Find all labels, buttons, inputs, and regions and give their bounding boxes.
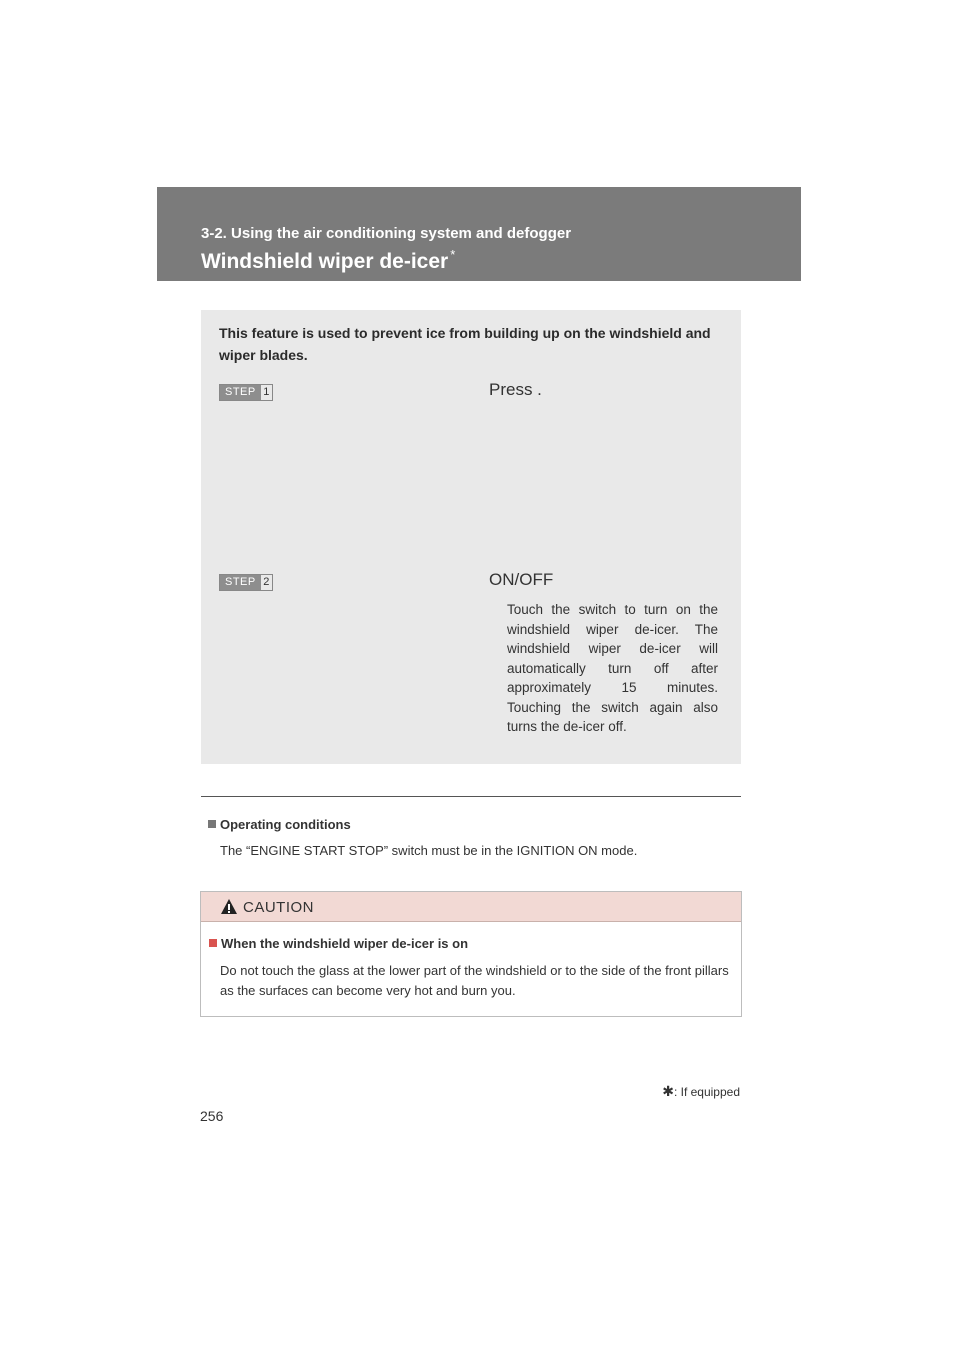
bullet-square-icon bbox=[208, 820, 216, 828]
section-header bbox=[157, 187, 801, 281]
footnote bbox=[662, 1083, 740, 1100]
warning-triangle-icon bbox=[220, 898, 238, 920]
section-title: 3-2. Using the air conditioning system and defogger bbox=[201, 225, 572, 242]
page-title bbox=[201, 247, 455, 274]
bullet-square-icon bbox=[209, 939, 217, 947]
step-label: STEP bbox=[220, 385, 261, 400]
caution-header bbox=[201, 892, 741, 922]
intro-text: This feature is used to prevent ice from building up on the windshield and wiper blades. bbox=[219, 325, 711, 363]
caution-heading bbox=[209, 936, 468, 951]
note-heading-text: Operating conditions bbox=[220, 817, 351, 832]
caution-text: Do not touch the glass at the lower part of the windshield or to the side of the front pillars as the surfaces can become very hot and burn you. bbox=[220, 963, 729, 998]
step-label: STEP bbox=[220, 575, 261, 590]
instructions-panel bbox=[201, 310, 741, 764]
step-2-text: ON/OFF bbox=[489, 570, 554, 589]
caution-heading-text: When the windshield wiper de-icer is on bbox=[221, 936, 469, 951]
page-title-text: Windshield wiper de-icer bbox=[201, 250, 449, 273]
step-number: 2 bbox=[263, 576, 270, 588]
step-2-badge bbox=[219, 574, 273, 591]
caution-label: CAUTION bbox=[243, 899, 314, 916]
step-number: 1 bbox=[263, 386, 270, 398]
step-1-badge bbox=[219, 384, 273, 401]
asterisk-icon: ✱ bbox=[662, 1083, 674, 1099]
page-number: 256 bbox=[200, 1108, 224, 1124]
equipped-marker: * bbox=[450, 247, 456, 262]
step-1-text: Press . bbox=[489, 380, 542, 399]
note-heading bbox=[208, 817, 351, 832]
divider bbox=[201, 796, 741, 797]
footnote-text: : If equipped bbox=[673, 1085, 740, 1099]
note-body: The “ENGINE START STOP” switch must be in the IGNITION ON mode. bbox=[220, 843, 638, 858]
caution-box bbox=[200, 891, 742, 1017]
step-2-description: Touch the switch to turn on the windshield wiper de-icer. The windshield wiper de-icer will automatically turn off after approximately 15 minutes. Touching the switch again also turns the de-icer off. bbox=[507, 602, 718, 734]
